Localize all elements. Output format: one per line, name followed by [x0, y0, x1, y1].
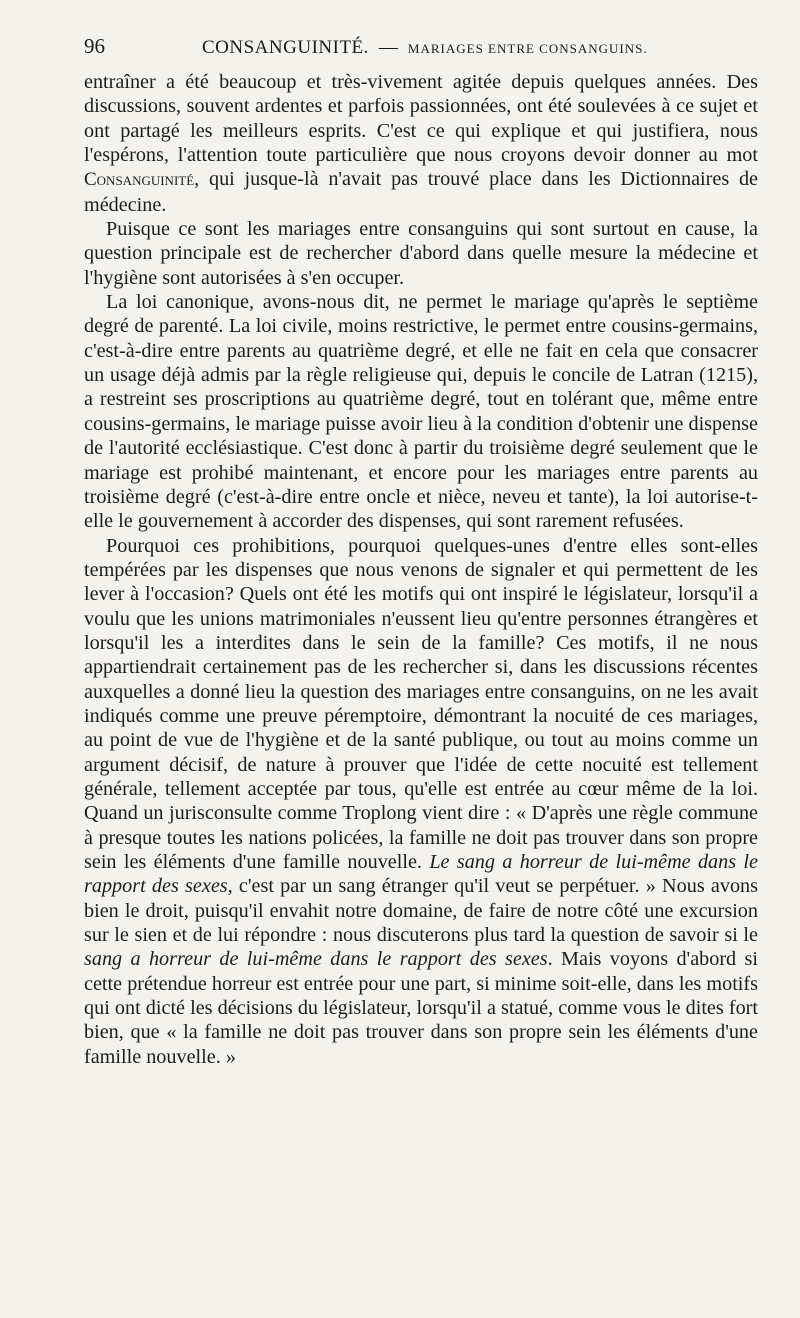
body-text: [84, 70, 758, 1069]
running-header: [84, 34, 756, 66]
paragraph-4: [84, 534, 758, 1070]
running-subtitle: MARIAGES ENTRE CONSANGUINS.: [407, 41, 648, 56]
paragraph-1: [84, 70, 758, 217]
quote-italic-1: Le sang a horreur de lui-même dans le rapport des sexes: [84, 851, 758, 898]
paragraph-1-text-b: , qui jusque-là n'avait pas trouvé place dans les Dictionnaires de médecine.: [84, 168, 758, 216]
term-consanguinite: Consanguinité: [84, 169, 195, 191]
header-dash: —: [378, 37, 398, 58]
paragraph-2: Puisque ce sont les mariages entre consanguins qui sont surtout en cause, la question principale est de rechercher d'abord dans quelle mesure la médecine et l'hygiène sont autorisées à s'en occuper.: [84, 218, 758, 289]
paragraph-1-text-a: entraîner a été beaucoup et très-vivement agitée depuis quelques années. Des discussions, souvent ardentes et parfois passionnées, ont été soulevées à ce sujet et ont partagé les meilleurs esprits. C'est ce qui explique et qui justifiera, nous l'espérons, l'attention toute particulière que nous croyons devoir donner au mot: [84, 71, 758, 167]
running-title: CONSANGUINITÉ.: [202, 37, 369, 58]
paragraph-4-text-a: Pourquoi ces prohibitions, pourquoi quelques-unes d'entre elles sont-elles tempérées par les dispenses que nous venons de signaler et qui permettent de les lever à l'occasion? Quels ont été les motifs qui ont inspiré le législateur, lorsqu'il a voulu que les unions matrimoniales n'eussent lieu qu'entre personnes étrangères et lorsqu'il les a interdites dans le sein de la famille? Ces motifs, il ne nous appartiendrait certainement pas de les rechercher si, dans les discussions récentes auxquelles a donné lieu la question des mariages entre consanguins, on ne les avait indiqués comme une preuve péremptoire, démontrant la nocuité de ces mariages, au point de vue de l'hygiène et de la santé publique, ou tout au moins comme un argument décisif, de nature à prouver que l'idée de cette nocuité est tellement générale, tellement acceptée par tous, qu'elle est entrée au cœur même de la loi. Quand un jurisconsulte comme Troplong vient dire : « D'après une règle commune à presque toutes les nations policées, la famille ne doit pas trouver dans son propre sein les éléments d'une famille nouvelle.: [84, 534, 758, 873]
page-number: 96: [84, 34, 105, 58]
paragraph-4-text-c: . Mais voyons d'abord si cette prétendue horreur est entrée pour une part, si minime soit-elle, dans les motifs qui ont dicté les décisions du législateur, lorsqu'il a statué, comme vous le dites fort bien, que « la famille ne doit pas trouver dans son propre sein les éléments d'une famille nouvelle. »: [84, 948, 758, 1068]
quote-italic-2: sang a horreur de lui-même dans le rapport des sexes: [84, 948, 548, 971]
paragraph-4-text-b: , c'est par un sang étranger qu'il veut se perpétuer. » Nous avons bien le droit, puisqu'il envahit notre domaine, de faire de notre côté une excursion sur le sien et de lui répondre : nous discuterons plus tard la question de savoir si le: [84, 875, 758, 947]
paragraph-3: La loi canonique, avons-nous dit, ne permet le mariage qu'après le septième degré de parenté. La loi civile, moins restrictive, le permet entre cousins-germains, c'est-à-dire entre parents au quatrième degré, et elle ne fait en cela que consacrer un usage déjà admis par la règle religieuse qui, depuis le concile de Latran (1215), a restreint ses proscriptions au quatrième degré, tout en tolérant que, même entre cousins-germains, le mariage puisse avoir lieu à la condition d'obtenir une dispense de l'autorité ecclésiastique. C'est donc à partir du troisième degré seulement que le mariage est prohibé maintenant, et encore pour les mariages entre parents au troisième degré (c'est-à-dire entre oncle et nièce, neveu et tante), la loi autorise-t-elle le gouvernement à accorder des dispenses, qui sont rarement refusées.: [84, 291, 758, 533]
